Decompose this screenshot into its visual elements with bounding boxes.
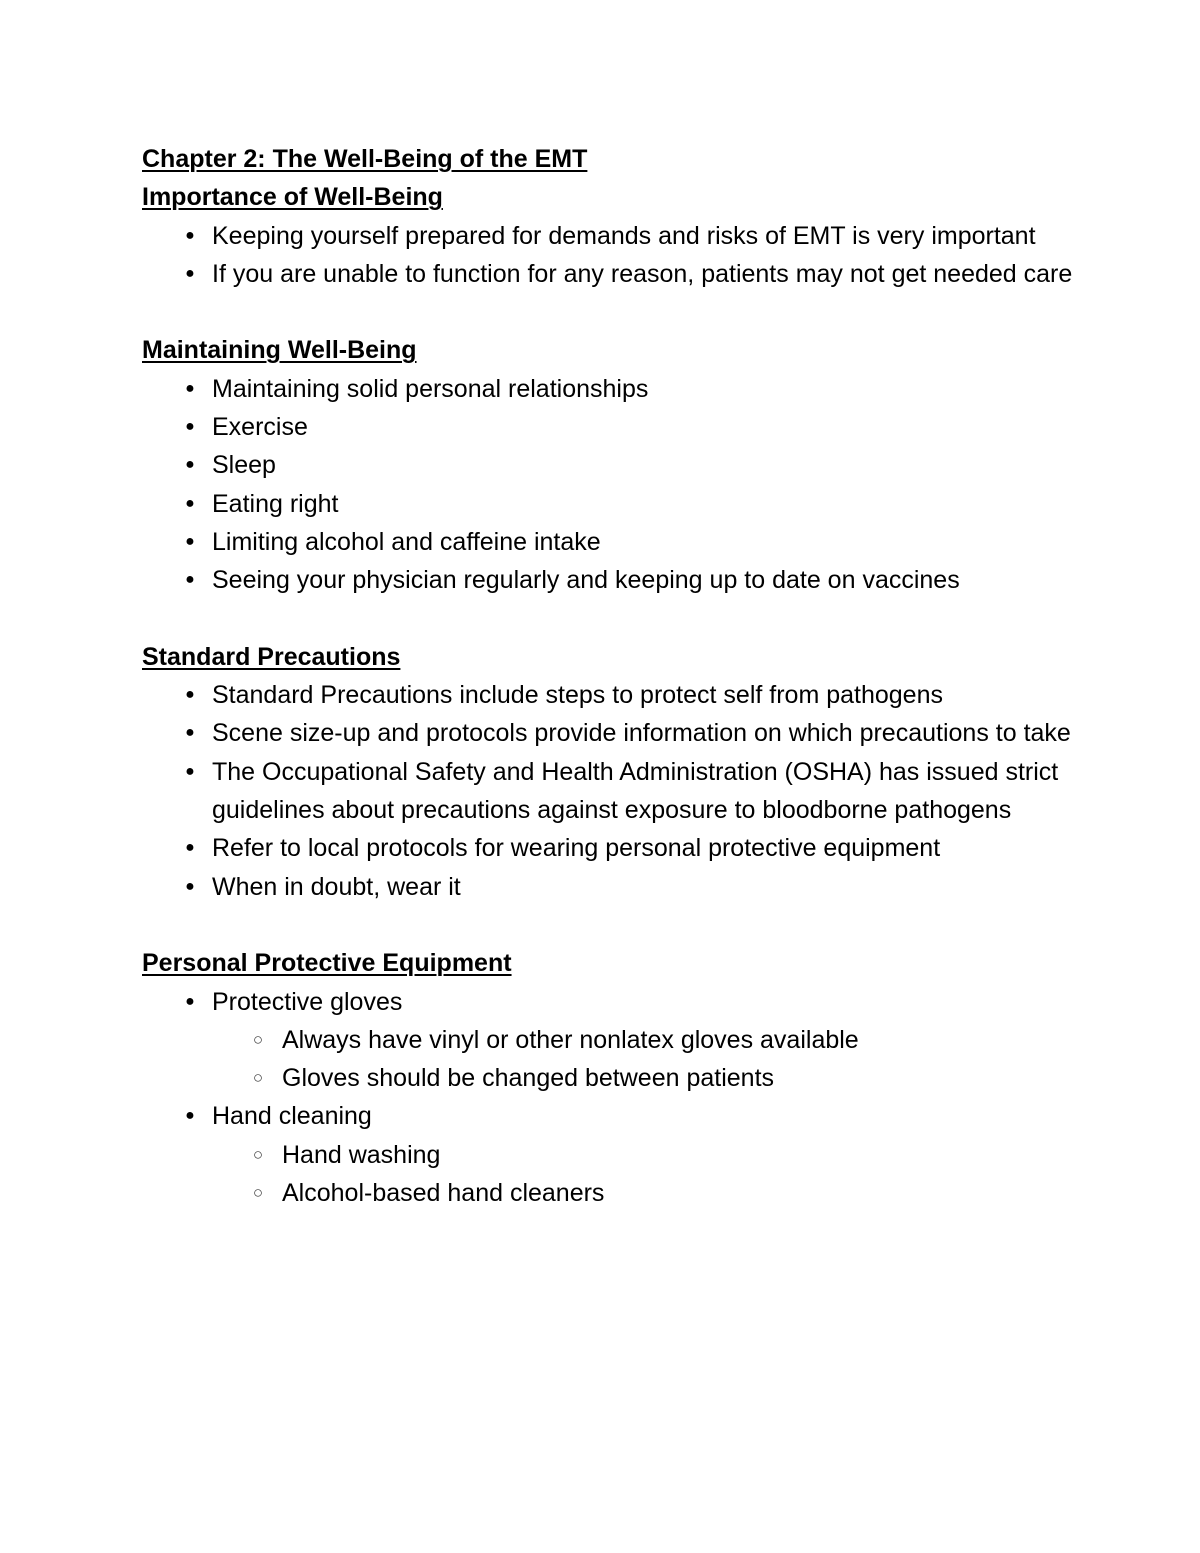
sub-list [212,1136,1102,1213]
list-item-text: Exercise [212,413,308,442]
sub-list-item-text: Gloves should be changed between patients [282,1064,775,1093]
list-item-text: Maintaining solid personal relationships [212,374,649,403]
bullet-icon: ● [185,571,195,589]
list-item-text: Seeing your physician regularly and keeping up to date on vaccines [212,566,960,595]
bullet-icon: ● [185,686,195,704]
spacer [142,293,1102,331]
bullet-icon: ● [185,532,195,550]
list-item-text: Keeping yourself prepared for demands and risks of EMT is very important [212,221,1036,250]
list-item [142,868,1102,906]
bullet-list [142,676,1102,906]
bullet-icon: ● [185,456,195,474]
list-item [142,714,1102,752]
section-maintaining [142,331,1102,599]
spacer [142,600,1102,638]
list-item [142,561,1102,599]
sub-bullet-icon: ○ [252,1068,264,1088]
section-heading: Importance of Well-Being [142,183,443,212]
document-content [142,140,1102,1212]
section-heading: Maintaining Well-Being [142,336,417,365]
bullet-list [142,983,1102,1213]
section-heading: Personal Protective Equipment [142,949,512,978]
list-item-text: Standard Precautions include steps to protect self from pathogens [212,681,943,710]
sub-list-item [212,1021,1102,1059]
bullet-list [142,217,1102,294]
sub-bullet-icon: ○ [252,1029,264,1049]
bullet-icon: ● [185,839,195,857]
list-item [142,983,1102,1098]
section-ppe [142,944,1102,1212]
list-item-text: Scene size-up and protocols provide information on which precautions to take [212,719,1071,748]
sub-list-item-text: Alcohol-based hand cleaners [282,1179,605,1208]
list-item-text: Protective gloves [212,987,403,1016]
bullet-icon: ● [185,264,195,282]
bullet-icon: ● [185,1107,195,1125]
section-importance [142,178,1102,293]
list-item-text: The Occupational Safety and Health Administration (OSHA) has issued strict guidelines about precautions against exposure to bloodborne pathogens [212,757,1059,825]
bullet-icon: ● [185,724,195,742]
list-item-text: When in doubt, wear it [212,872,461,901]
list-item [142,829,1102,867]
list-item [142,676,1102,714]
sub-list-item [212,1136,1102,1174]
list-item [142,370,1102,408]
bullet-icon: ● [185,762,195,780]
chapter-title: Chapter 2: The Well-Being of the EMT [142,145,588,173]
list-item [142,217,1102,255]
bullet-icon: ● [185,379,195,397]
sub-list [212,1021,1102,1098]
section-heading: Standard Precautions [142,642,401,671]
sub-list-item [212,1174,1102,1212]
list-item [142,408,1102,446]
sub-list-item-text: Always have vinyl or other nonlatex gloves available [282,1025,859,1054]
sub-bullet-icon: ○ [252,1144,264,1164]
list-item [142,1097,1102,1212]
section-standard-precautions [142,638,1102,906]
bullet-icon: ● [185,992,195,1010]
list-item [142,753,1102,830]
list-item-text: Limiting alcohol and caffeine intake [212,527,601,556]
bullet-list [142,370,1102,600]
list-item-text: Refer to local protocols for wearing personal protective equipment [212,834,941,863]
spacer [142,906,1102,944]
bullet-icon: ● [185,877,195,895]
bullet-icon: ● [185,418,195,436]
sub-list-item-text: Hand washing [282,1140,441,1169]
list-item-text: Hand cleaning [212,1102,372,1131]
list-item [142,523,1102,561]
bullet-icon: ● [185,494,195,512]
bullet-icon: ● [185,226,195,244]
sub-list-item [212,1059,1102,1097]
list-item-text: Eating right [212,489,339,518]
list-item [142,255,1102,293]
list-item-text: Sleep [212,451,276,480]
list-item-text: If you are unable to function for any reason, patients may not get needed care [212,259,1073,288]
list-item [142,485,1102,523]
list-item [142,446,1102,484]
sub-bullet-icon: ○ [252,1183,264,1203]
